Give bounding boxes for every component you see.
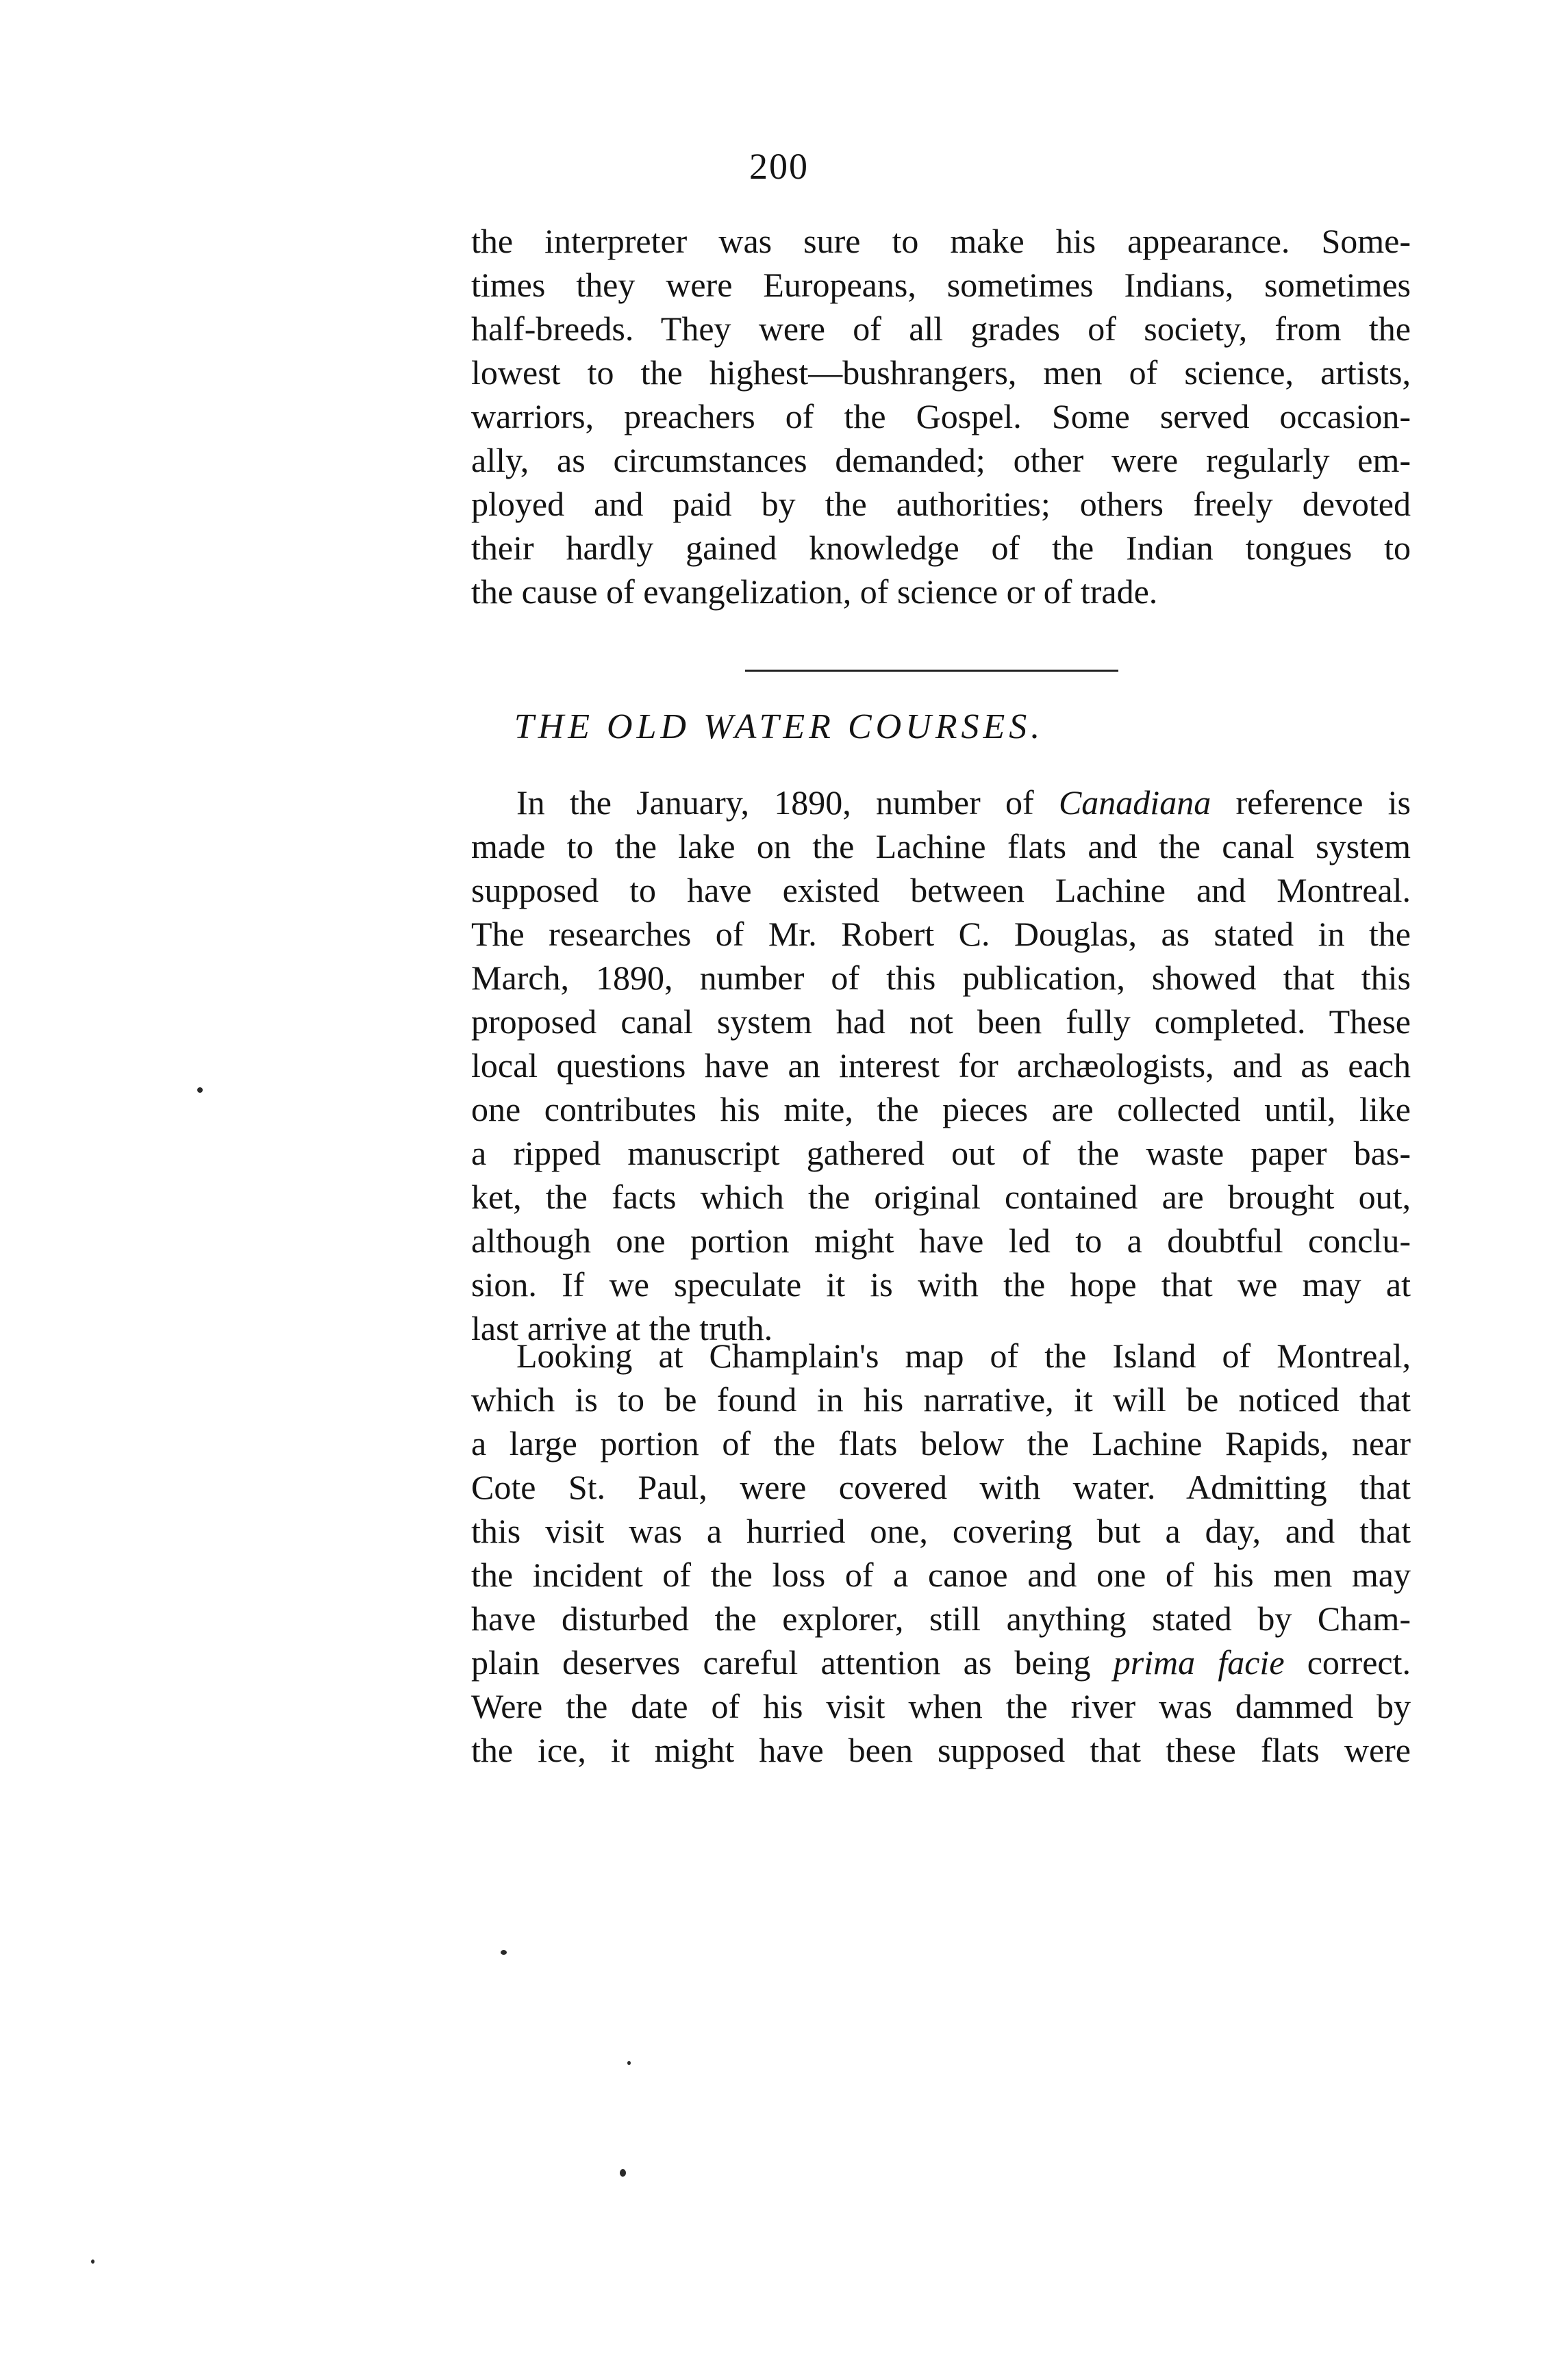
paragraph-canadiana: [471, 781, 1411, 1350]
text-line: [471, 1641, 1411, 1684]
scan-speck: [91, 2259, 95, 2264]
text-line: The researches of Mr. Robert C. Douglas, as stated in the: [471, 915, 1411, 953]
text-run: plain deserves careful attention as being: [471, 1643, 1114, 1682]
section-separator: [745, 670, 1118, 672]
page-number: 200: [749, 146, 809, 187]
publication-title: Canadiana: [1058, 783, 1211, 822]
section-heading: THE OLD WATER COURSES.: [514, 707, 1044, 746]
text-line: Were the date of his visit when the river was dammed by: [471, 1687, 1411, 1725]
text-run: In the January, 1890, number of: [516, 783, 1059, 822]
text-line: although one portion might have led to a doubtful conclu-: [471, 1221, 1411, 1260]
text-line: the cause of evangelization, of science or of trade.: [471, 572, 1158, 611]
text-line: a ripped manuscript gathered out of the waste paper bas-: [471, 1134, 1411, 1172]
text-line: ket, the facts which the original contained are brought out,: [471, 1178, 1411, 1216]
text-line: ployed and paid by the authorities; others freely devoted: [471, 485, 1411, 523]
text-line: the interpreter was sure to make his appearance. Some-: [471, 222, 1411, 260]
text-line: ally, as circumstances demanded; other were regularly em-: [471, 441, 1411, 479]
text-line: have disturbed the explorer, still anything stated by Cham-: [471, 1599, 1411, 1638]
scan-speck: [627, 2061, 631, 2065]
text-run: reference is: [1211, 783, 1411, 822]
text-line: proposed canal system had not been fully completed. These: [471, 1002, 1411, 1041]
text-line: local questions have an interest for archæologists, and as each: [471, 1046, 1411, 1085]
text-line: [471, 781, 1411, 824]
text-line: warriors, preachers of the Gospel. Some served occasion-: [471, 397, 1411, 435]
text-line: the incident of the loss of a canoe and one of his men may: [471, 1556, 1411, 1594]
text-line: their hardly gained knowledge of the Indian tongues to: [471, 529, 1411, 567]
text-line: times they were Europeans, sometimes Indians, sometimes: [471, 266, 1411, 304]
text-line: last arrive at the truth.: [471, 1309, 773, 1347]
text-line: Looking at Champlain's map of the Island of Montreal,: [516, 1337, 1411, 1375]
text-line: lowest to the highest—bushrangers, men of science, artists,: [471, 353, 1411, 392]
text-run: correct.: [1284, 1643, 1411, 1682]
scan-speck: [501, 1950, 507, 1955]
paragraph-interpreters: [471, 219, 1411, 613]
text-line: Cote St. Paul, were covered with water. Admitting that: [471, 1468, 1411, 1506]
latin-phrase: prima facie: [1113, 1643, 1285, 1682]
scan-speck: [620, 2169, 626, 2177]
text-line: made to the lake on the Lachine flats and the canal system: [471, 827, 1411, 865]
scan-speck: [197, 1087, 203, 1093]
text-line: supposed to have existed between Lachine and Montreal.: [471, 871, 1411, 909]
text-line: half-breeds. They were of all grades of society, from the: [471, 309, 1411, 348]
text-line: sion. If we speculate it is with the hope that we may at: [471, 1265, 1411, 1304]
text-line: the ice, it might have been supposed that these flats were: [471, 1731, 1411, 1769]
text-line: which is to be found in his narrative, it will be noticed that: [471, 1380, 1411, 1419]
text-line: one contributes his mite, the pieces are collected until, like: [471, 1090, 1411, 1128]
text-line: this visit was a hurried one, covering but a day, and that: [471, 1512, 1411, 1550]
text-line: March, 1890, number of this publication, showed that this: [471, 959, 1411, 997]
text-line: a large portion of the flats below the Lachine Rapids, near: [471, 1424, 1411, 1463]
paragraph-champlain: [471, 1334, 1411, 1772]
